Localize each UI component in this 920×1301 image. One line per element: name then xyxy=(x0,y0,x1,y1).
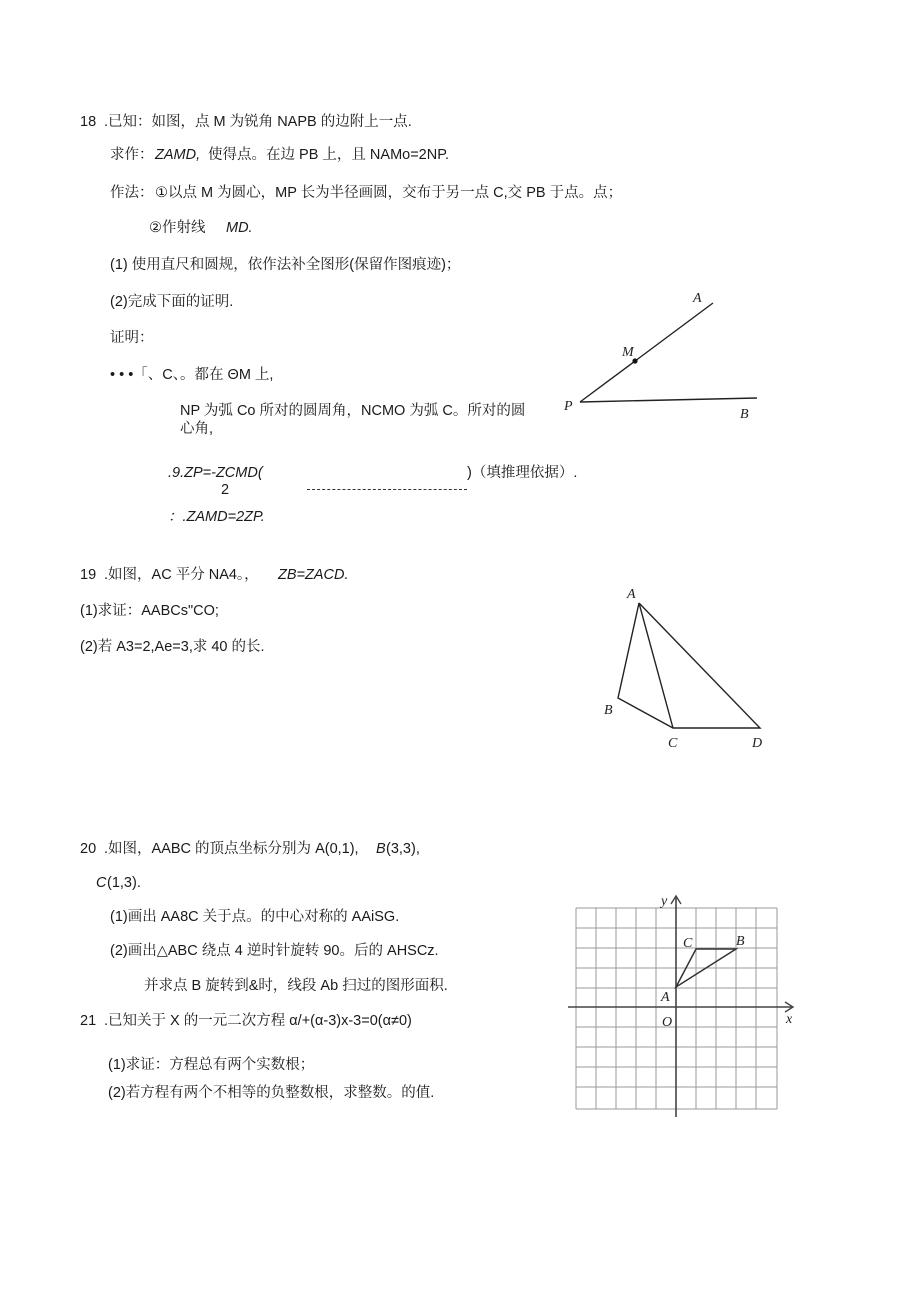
q19-part1: (1)求证：AABCs"CO; xyxy=(80,603,219,619)
label-a: A xyxy=(693,291,702,306)
q18-reason-blank[interactable] xyxy=(307,489,467,490)
q18-task-math: ZAMD, xyxy=(155,147,201,163)
label-a: A xyxy=(627,587,636,602)
q20-part2: (2)画出△ABC 绕点 4 逆时针旋转 90。后的 AHSCz. xyxy=(110,943,439,959)
q21-stem: .已知关于 X 的一元二次方程 α/+(α-3)x-3=0(α≠0) xyxy=(104,1013,412,1029)
q21-number: 21 xyxy=(80,1013,97,1029)
q18-figure-angle-apb xyxy=(550,280,770,420)
q20-stem-c-coords: (1,3). xyxy=(107,875,141,891)
q19-figure-quadrilateral xyxy=(590,575,780,755)
q21-part1: (1)求证：方程总有两个实数根； xyxy=(108,1057,315,1073)
q18-task-rest: 使得点。在边 PB 上，且 NAMo=2NP. xyxy=(208,147,450,163)
label-p: P xyxy=(564,399,573,414)
q21-part2: (2)若方程有两个不相等的负整数根，求整数。的值. xyxy=(108,1085,435,1101)
label-c: C xyxy=(668,736,678,751)
q20-figure-coordinate-grid xyxy=(560,885,805,1125)
q18-part1: (1) 使用直尺和圆规，依作法补全图形(保留作图痕迹)； xyxy=(110,257,461,273)
q20-part1: (1)画出 AA8C 关于点。的中心对称的 AAiSG. xyxy=(110,909,400,925)
q20-stem-prefix: .如图，AABC 的顶点坐标分别为 A(0,1), xyxy=(104,841,359,857)
ray-pa xyxy=(580,303,713,402)
q20-number: 20 xyxy=(80,841,97,857)
q18-method-step1: ①以点 M 为圆心，MP 长为半径画圆，交布于另一点 C,交 PB 于点。点； xyxy=(155,185,623,201)
q18-proof-label: 证明： xyxy=(110,330,154,346)
q18-part2: (2)完成下面的证明. xyxy=(110,294,234,310)
q20-part2-cont: 并求点 B 旋转到&时，线段 Ab 扫过的图形面积. xyxy=(144,978,448,994)
axis-label-x: x xyxy=(786,1012,793,1027)
label-a: A xyxy=(661,990,670,1005)
segment-ac xyxy=(639,603,673,728)
axis-label-y: y xyxy=(661,894,668,909)
q20-stem-b: B xyxy=(376,841,386,857)
label-b: B xyxy=(736,934,745,949)
q18-proof-line3-suffix: )（填推理依据）. xyxy=(467,465,578,481)
label-c: C xyxy=(683,936,693,951)
outline-abcd xyxy=(618,603,760,728)
q19-stem-math: ZB=ZACD. xyxy=(278,567,349,583)
origin-label: O xyxy=(662,1015,673,1030)
q18-method-step2-prefix: ②作射线 xyxy=(149,220,206,236)
label-b: B xyxy=(740,407,749,420)
q19-number: 19 xyxy=(80,567,97,583)
q18-proof-line4: ：.ZAMD=2ZP. xyxy=(168,509,265,525)
q18-method-step2-math: MD. xyxy=(226,220,253,236)
q20-stem-c: C xyxy=(96,875,107,891)
label-d: D xyxy=(752,736,763,751)
q18-proof-line3-denominator: 2 xyxy=(221,482,230,498)
q20-stem-b-coords: (3,3), xyxy=(386,841,420,857)
q18-task-label: 求作： xyxy=(110,147,154,163)
q18-proof-line3-math: .9.ZP=-ZCMD( xyxy=(168,465,263,481)
q18-stem: .已知：如图，点 M 为锐角 NAPB 的边附上一点. xyxy=(104,114,412,130)
q19-part2: (2)若 A3=2,Ae=3,求 40 的长. xyxy=(80,639,265,655)
q18-proof-line2b: 心角, xyxy=(180,421,214,437)
q18-number: 18 xyxy=(80,114,97,130)
q18-method-label: 作法： xyxy=(110,185,154,201)
q18-proof-line2a: NP 为弧 Co 所对的圆周角，NCMO 为弧 C。所对的圆 xyxy=(180,403,526,419)
q18-proof-line1: • • •「、C、。都在 ΘM 上, xyxy=(110,367,274,383)
label-b: B xyxy=(604,703,613,718)
label-m: M xyxy=(622,345,634,360)
ray-pb xyxy=(580,398,757,402)
q19-stem-prefix: .如图，AC 平分 NA4。， xyxy=(104,567,259,583)
